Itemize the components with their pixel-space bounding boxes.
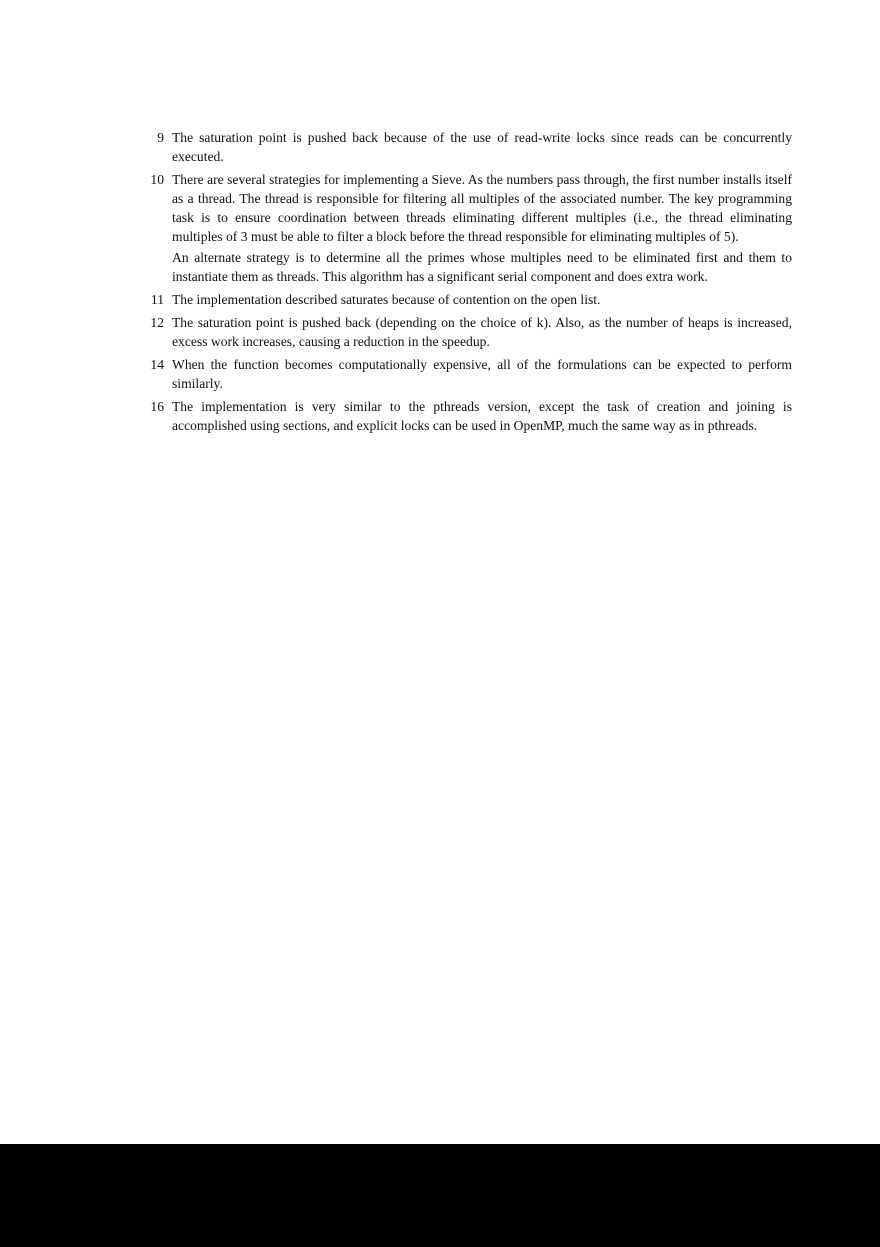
item-text: The implementation described saturates because of contention on the open list.: [172, 292, 601, 307]
item-text: The saturation point is pushed back because of the use of read-write locks since reads can be concurrently executed.: [172, 130, 792, 164]
item-text: There are several strategies for implementing a Sieve. As the numbers pass through, the first number installs itself as a thread. The thread is responsible for filtering all multiples of the associated number. The key programming task is to ensure coordination between threads eliminating different multiples (i.e., the thread eliminating multiples of 3 must be able to filter a block before the thread responsible for eliminating multiples of 5).: [172, 172, 792, 244]
item-body: [172, 290, 792, 309]
item-number: 11: [150, 292, 164, 307]
black-bottom-band: [0, 1144, 880, 1247]
answer-item-12: [128, 313, 792, 351]
item-number: 10: [150, 172, 164, 187]
item-body: [172, 128, 792, 166]
item-text: The saturation point is pushed back (depending on the choice of k). Also, as the number of heaps is increased, excess work increases, causing a reduction in the speedup.: [172, 315, 792, 349]
item-number: 12: [150, 315, 164, 330]
answer-item-16: [128, 397, 792, 435]
item-number: 9: [157, 130, 164, 145]
item-body: [172, 313, 792, 351]
answer-item-11: [128, 290, 792, 309]
answer-list: [128, 128, 792, 439]
answer-item-9: [128, 128, 792, 166]
answer-item-14: [128, 355, 792, 393]
item-text: An alternate strategy is to determine all the primes whose multiples need to be eliminated first and them to instantiate them as threads. This algorithm has a significant serial component and does extra work.: [172, 250, 792, 284]
item-body: [172, 355, 792, 393]
item-body: [172, 170, 792, 286]
item-number: 14: [150, 357, 164, 372]
answer-item-10: [128, 170, 792, 286]
item-number: 16: [150, 399, 164, 414]
item-body: [172, 397, 792, 435]
item-text: The implementation is very similar to the pthreads version, except the task of creation and joining is accomplished using sections, and explicit locks can be used in OpenMP, much the same way as in pthreads.: [172, 399, 792, 433]
item-text: When the function becomes computationally expensive, all of the formulations can be expected to perform similarly.: [172, 357, 792, 391]
